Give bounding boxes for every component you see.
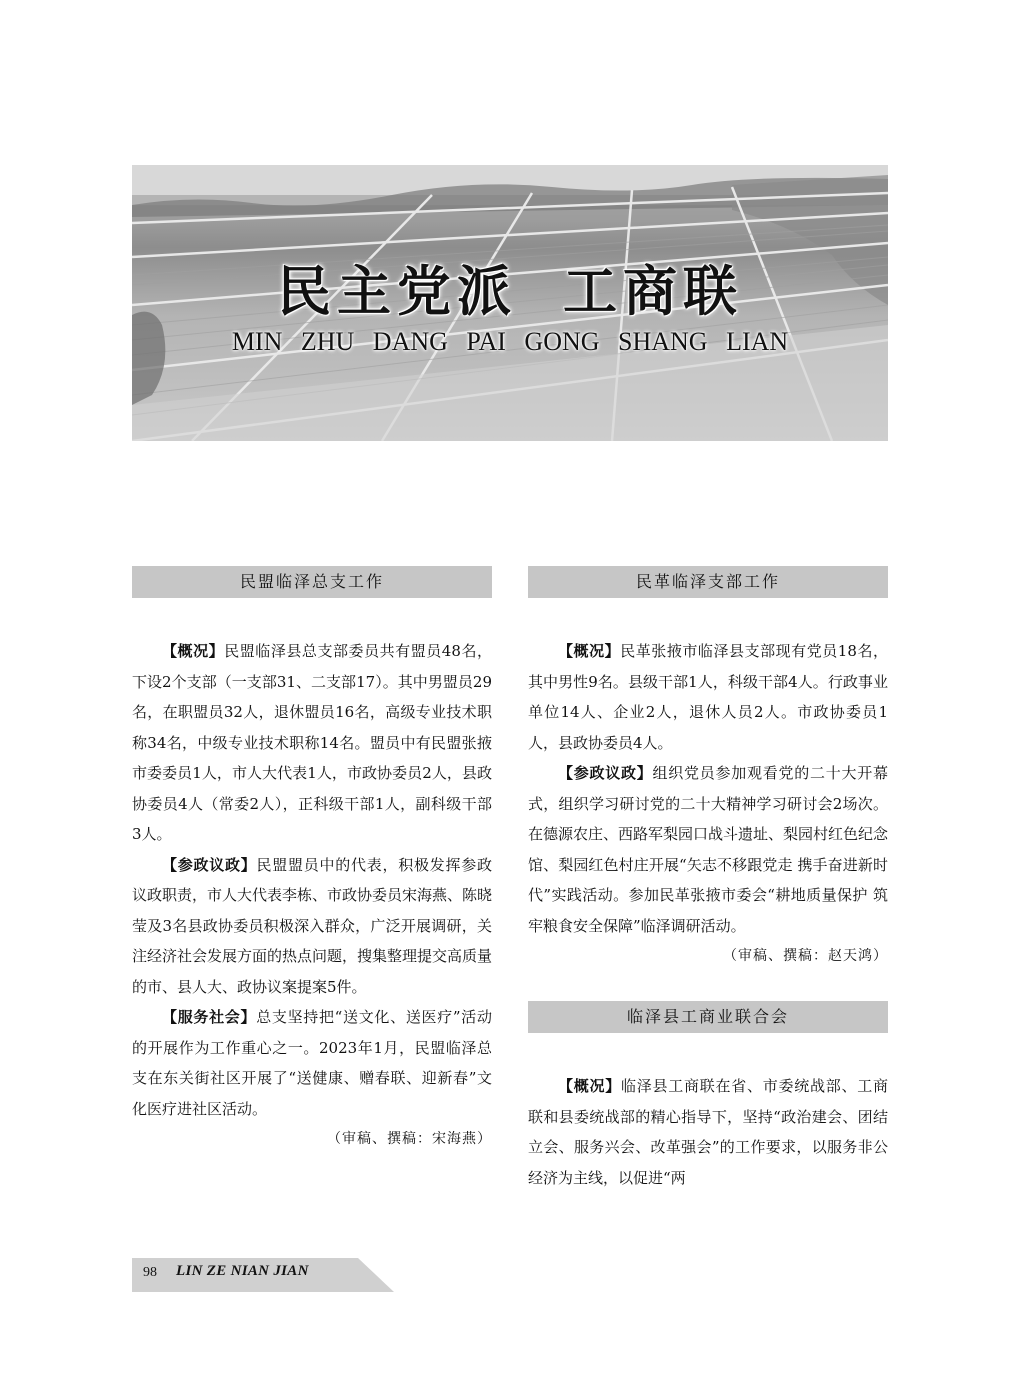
paragraph-overview (132, 636, 492, 850)
section-heading-minmeng: 民盟临泽总支工作 (132, 566, 492, 598)
left-column (132, 566, 492, 1154)
paragraph-politics (132, 850, 492, 1003)
author-credit: （审稿、撰稿：赵天鸿） (723, 948, 888, 964)
paragraph-tag: 【参政议政】 (558, 764, 653, 782)
right-column (528, 566, 888, 1193)
paragraph-politics (528, 758, 888, 941)
paragraph-tag: 【概况】 (558, 1077, 621, 1095)
section-heading-gongshanglian: 临泽县工商业联合会 (528, 1001, 888, 1033)
paragraph-text: 组织党员参加观看党的二十大开幕式，组织学习研讨党的二十大精神学习研讨会2场次。在德源农庄、西路军梨园口战斗遗址、梨园村红色纪念馆、梨园红色村庄开展“矢志不移跟党走 携手奋进新时代”实践活动。参加民革张掖市委会“耕地质量保护 筑牢粮食安全保障”临泽调研活动。 (528, 764, 889, 935)
paragraph-tag: 【服务社会】 (162, 1008, 257, 1026)
title-pinyin: MIN ZHU DANG PAI GONG SHANG LIAN (231, 327, 789, 356)
paragraph-text: 民盟临泽县总支部委员共有盟员48名，下设2个支部（一支部31、二支部17）。其中男盟员29名，在职盟员32人，退休盟员16名，高级专业技术职称34名，中级专业技术职称14名。盟员中有民盟张掖市委委员1人，市人大代表1人，市政协委员2人，县政协委员4人（常委2人），正科级干部1人，副科级干部3人。 (132, 642, 492, 843)
paragraph-overview (528, 1071, 888, 1193)
title-part-2: 工商联 (563, 260, 743, 323)
page-title (132, 249, 888, 326)
paragraph-overview (528, 636, 888, 758)
paragraph-text: 临泽县工商联在省、市委统战部、工商联和县委统战部的精心指导下，坚持“政治建会、团结立会、服务兴会、改革强会”的工作要求，以服务非公经济为主线，以促进“两 (528, 1077, 888, 1187)
section-heading-minge: 民革临泽支部工作 (528, 566, 888, 598)
header-banner (132, 165, 888, 441)
title-part-1: 民主党派 (277, 260, 517, 323)
paragraph-text: 民盟盟员中的代表，积极发挥参政议政职责，市人大代表李栋、市政协委员宋海燕、陈晓莹及3名县政协委员积极深入群众，广泛开展调研，关注经济社会发展方面的热点问题，搜集整理提交高质量的市、县人大、政协议案提案5件。 (132, 855, 493, 996)
paragraph-service (132, 1002, 492, 1124)
page-number: 98 (143, 1265, 157, 1280)
paragraph-tag: 【概况】 (558, 642, 621, 660)
publication-name: LIN ZE NIAN JIAN (176, 1263, 309, 1279)
paragraph-text: 民革张掖市临泽县支部现有党员18名，其中男性9名。县级干部1人，科级干部4人。行政事业单位14人、企业2人，退休人员2人。市政协委员1人，县政协委员4人。 (528, 642, 888, 752)
paragraph-tag: 【参政议政】 (162, 855, 257, 874)
page-footer (132, 1258, 394, 1292)
paragraph-tag: 【概况】 (162, 642, 225, 660)
author-credit: （审稿、撰稿：宋海燕） (327, 1131, 492, 1147)
paragraph-text: 总支坚持把“送文化、送医疗”活动的开展作为工作重心之一。2023年1月，民盟临泽总支在东关街社区开展了“送健康、赠春联、迎新春”文化医疗进社区活动。 (132, 1008, 492, 1118)
